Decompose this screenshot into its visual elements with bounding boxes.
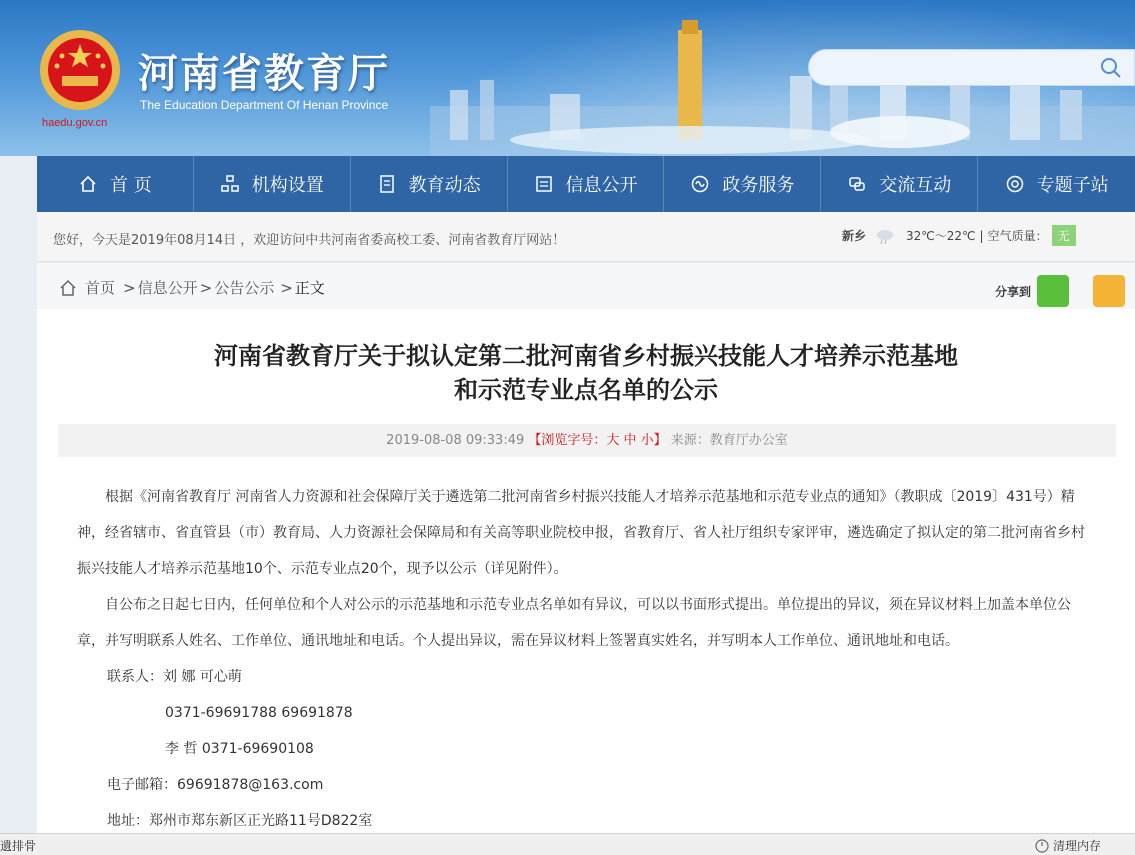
breadcrumb <box>59 277 327 298</box>
paragraph: 自公布之日起七日内，任何单位和个人对公示的示范基地和示范专业点名单如有异议，可以以书面形式提出。单位提出的异议，须在异议材料上加盖本单位公章，并写明联系人姓名、工作单位、通讯地址和电话。个人提出异议，需在异议材料上签署真实姓名，并写明本人工作单位、通讯地址和电话。 <box>77 597 1071 649</box>
weibo-share-icon[interactable] <box>1093 275 1125 307</box>
nav-label: 机构设置 <box>251 175 324 196</box>
aqi-label: 空气质量： <box>987 229 1048 243</box>
city-skyline-illustration <box>430 20 1135 156</box>
nav-label: 教育动态 <box>408 175 481 196</box>
article-title-line2: 和示范专业点名单的公示 <box>454 376 718 404</box>
share-widget <box>995 275 1125 307</box>
article-title <box>37 339 1135 407</box>
news-icon <box>377 174 397 194</box>
site-domain: haedu.gov.cn <box>42 117 108 129</box>
info-icon <box>534 174 554 194</box>
main-nav <box>37 156 1135 212</box>
contact-line: 联系人：刘 娜 可心萌 <box>107 669 242 685</box>
article-meta <box>58 424 1116 457</box>
breadcrumb-bar <box>37 263 1135 309</box>
nav-label: 专题子站 <box>1036 175 1109 196</box>
nav-item-info[interactable] <box>508 156 665 212</box>
breadcrumb-separator: > <box>280 278 293 297</box>
browser-status-bar <box>0 833 1135 855</box>
address-line: 地址：郑州市郑东新区正光路11号D822室 <box>107 813 373 829</box>
nav-item-org[interactable] <box>194 156 351 212</box>
nav-item-news[interactable] <box>351 156 508 212</box>
info-bar <box>37 212 1135 262</box>
nav-item-interact[interactable] <box>821 156 978 212</box>
national-emblem-icon <box>38 28 122 112</box>
weather-widget <box>842 225 1076 246</box>
nav-label: 政务服务 <box>722 175 795 196</box>
cloud-rain-icon <box>874 227 896 245</box>
paragraph: 根据《河南省教育厅 河南省人力资源和社会保障厅关于遴选第二批河南省乡村振兴技能人才培养示范基地和示范专业点的通知》（教职成〔2019〕431号）精神，经省辖市、省直管县（市）教育局、人力资源社会保障局和有关高等职业院校申报，省教育厅、省人社厅组织专家评审，遴选确定了拟认定的第二批河南省乡村振兴技能人才培养示范基地10个、示范专业点20个，现予以公示（详见附件）。 <box>77 489 1085 577</box>
breadcrumb-separator: > <box>199 278 213 297</box>
share-label: 分享到 <box>995 284 1032 299</box>
welcome-text: 您好，今天是2019年08月14日 ，欢迎访问中共河南省委高校工委、河南省教育厅网站！ <box>53 233 566 248</box>
memory-cleaner[interactable] <box>1035 837 1101 854</box>
home-icon <box>78 174 98 194</box>
nav-item-topic[interactable] <box>978 156 1135 212</box>
breadcrumb-current: 正文 <box>294 279 325 297</box>
breadcrumb-info[interactable]: 信息公开 <box>137 279 198 297</box>
home-icon <box>59 279 77 297</box>
nav-label: 首 页 <box>110 175 152 196</box>
clean-memory-icon <box>1035 839 1049 853</box>
nav-label: 信息公开 <box>565 175 638 196</box>
nav-label: 交流互动 <box>879 175 952 196</box>
article-source: 来源：教育厅办公室 <box>670 433 788 448</box>
wechat-share-icon[interactable] <box>1037 275 1069 307</box>
search-box <box>808 49 1135 86</box>
search-input[interactable] <box>823 56 1093 80</box>
search-icon[interactable] <box>1100 57 1122 79</box>
font-size-control[interactable]: 【浏览字号：大 中 小】 <box>528 433 667 448</box>
article-datetime: 2019-08-08 09:33:49 <box>386 433 525 448</box>
topic-icon <box>1005 174 1025 194</box>
breadcrumb-separator: > <box>123 278 136 297</box>
weather-temp: 32℃～22℃ <box>906 229 976 243</box>
phone-line: 0371-69691788 69691878 <box>165 705 353 721</box>
site-title: 河南省教育厅 <box>138 51 390 97</box>
org-icon <box>220 174 240 194</box>
site-subtitle: The Education Department Of Henan Province <box>140 98 389 112</box>
site-header <box>0 0 1135 156</box>
article-title-line1: 河南省教育厅关于拟认定第二批河南省乡村振兴技能人才培养示范基地 <box>214 342 958 370</box>
phone-line: 李 哲 0371-69690108 <box>165 741 314 757</box>
breadcrumb-notice[interactable]: 公告公示 <box>214 279 275 297</box>
service-icon <box>690 174 710 194</box>
interact-icon <box>847 174 867 194</box>
weather-separator: | <box>979 228 984 243</box>
nav-item-service[interactable] <box>664 156 821 212</box>
status-left-text: 遺排骨 <box>0 839 37 853</box>
aqi-badge: 无 <box>1052 225 1076 246</box>
weather-city: 新乡 <box>842 229 867 243</box>
breadcrumb-home[interactable]: 首页 <box>85 279 116 297</box>
article-panel <box>37 263 1135 833</box>
email-line: 电子邮箱：69691878@163.com <box>107 777 324 793</box>
clean-memory-label: 清理内存 <box>1053 839 1102 853</box>
article-body <box>77 479 1097 839</box>
nav-item-home[interactable] <box>37 156 194 212</box>
